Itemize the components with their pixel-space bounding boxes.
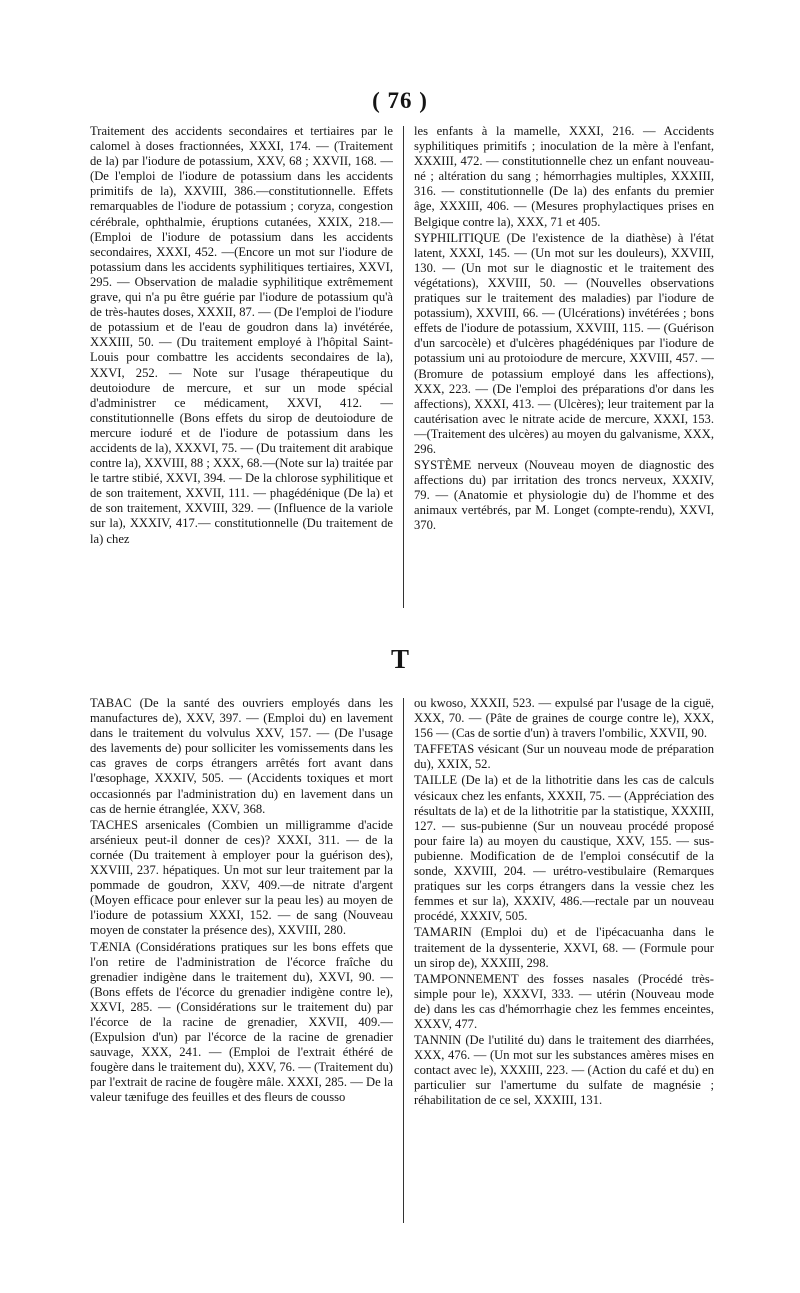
index-entry: TANNIN (De l'utilité du) dans le traitement des diarrhées, XXX, 476. — (Un mot sur les substances amères mises en contact avec le), XXXIII, 223. — (Action du café et du) en particulier sur l'amertume du sulfate de magnésie ; réhabilitation de ce sel, XXXIII, 131. [414, 1033, 714, 1108]
index-entry: TABAC (De la santé des ouvriers employés dans les manufactures de), XXV, 397. — (Emploi du) en lavement dans le traitement du volvulus XXV, 157. — (De l'usage des lavements de) pour solliciter les vomissements dans les cas graves de corps étrangers arrêtés fort avant dans l'œsophage, XXXIV, 505. — (Accidents toxiques et mort occasionnés par l'administration du) en lavement dans un cas de hernie étranglée, XXV, 368. [90, 696, 393, 816]
index-entry: SYPHILITIQUE (De l'existence de la diathèse) à l'état latent, XXXI, 145. — (Un mot sur les douleurs), XXVIII, 130. — (Un mot sur le diagnostic et le traitement des végétations), XXVIII, 50. — (Nouvelles observations pratiques sur le traitement des maladies) par l'iodure de potassium), XXVIII, 66. — (Ulcérations) invétérées ; bons effets de l'iodure de potassium, XXVIII, 115. — (Guérison d'un sarcocèle) et d'ulcères phagédéniques par l'iodure de potassium uni au protoiodure de mercure, XXVIII, 457. — (Bromure de potassium employé dans les affections), XXX, 223. — (De l'emploi des préparations d'or dans les affections), XXXI, 413. — (Ulcères); leur traitement par la cautérisation avec le nitrate acide de mercure, XXXI, 153.—(Traitement des ulcères) au moyen du galvanisme, XXX, 296. [414, 230, 714, 456]
index-entry: TÆNIA (Considérations pratiques sur les bons effets que l'on retire de l'administration de l'écorce fraîche du grenadier indigène dans le traitement du), XXVI, 90. — (Bons effets de l'écorce du grenadier indigène contre le), XXVI, 285. — (Considérations sur le traitement du) par l'écorce de la racine de grenadier, XXVII, 409.— (Expulsion d'un) par l'écorce de la racine de grenadier sauvage, XXX, 241. — (Emploi de l'extrait éthéré de fougère dans le traitement du), XXV, 76. — (Traitement du) par l'extrait de racine de fougère mâle. XXXI, 285. — De la valeur tænifuge des feuilles et des fleurs de cousso [90, 939, 393, 1105]
index-entry: TACHES arsenicales (Combien un milligramme d'acide arsénieux peut-il donner de ces)? XXXI, 311. — de la cornée (Du traitement à employer pour la guérison des), XXVIII, 237. hépatiques. Un mot sur leur traitement par la pommade de goudron, XXV, 409.—de nitrate d'argent (Moyen efficace pour enlever sur la peau les) au moyen de l'iodure de potassium XXXI, 152. — de sang (Nouveau moyen de constater la présence des), XXVIII, 280. [90, 817, 393, 938]
column-divider-top [403, 126, 404, 608]
index-column-top-left [90, 124, 393, 609]
index-column-top-right [414, 124, 714, 609]
index-entry: TAMPONNEMENT des fosses nasales (Procédé très-simple pour le), XXXVI, 333. — utérin (Nouveau mode de) dans les cas d'hémorrhagie chez les femmes enceintes, XXXV, 477. [414, 971, 714, 1031]
index-entry: ou kwoso, XXXII, 523. — expulsé par l'usage de la ciguë, XXX, 70. — (Pâte de graines de courge contre le), XXX, 156 — (Cas de sortie d'un) à travers l'ombilic, XXVII, 90. [414, 696, 714, 741]
index-column-bottom-right [414, 696, 714, 1226]
index-entry: SYSTÈME nerveux (Nouveau moyen de diagnostic des affections du) par irritation des troncs nerveux, XXXIV, 79. — (Anatomie et physiologie du) de l'homme et des animaux vertébrés, par M. Longet (compte-rendu), XXVI, 370. [414, 458, 714, 533]
section-letter: T [390, 644, 409, 674]
index-entry: TAMARIN (Emploi du) et de l'ipécacuanha dans le traitement de la dyssenterie, XXVI, 68. — (Formule pour un sirop de), XXXIII, 298. [414, 925, 714, 970]
index-entry: TAILLE (De la) et de la lithotritie dans les cas de calculs vésicaux chez les enfants, XXXII, 75. — (Appréciation des résultats de la) et de la lithotritie par la statistique, XXXIII, 127. — sus-pubienne (Sur un nouveau procédé proposé pour faire la) au moyen du caustique, XXV, 155. — sus-pubienne. Modification de de l'emploi consécutif de la sonde, XXVIII, 204. — urétro-vestibulaire (Remarques pratiques sur les corps étrangers dans la vessie chez les femmes et sur la), XXXIV, 486.—rectale par un nouveau procédé, XXXIV, 505. [414, 773, 714, 924]
index-entry: TAFFETAS vésicant (Sur un nouveau mode de préparation du), XXIX, 52. [414, 742, 714, 772]
index-entry: Traitement des accidents secondaires et tertiaires par le calomel à doses fractionnées, XXXI, 174. — (Traitement de la) par l'iodure de potassium, XXV, 68 ; XXVII, 168. — (De l'emploi de l'iodure de potassium dans les accidents primitifs de la), XXVIII, 386.—constitutionnelle. Effets remarquables de l'iodure de potassium ; coryza, congestion cérébrale, ophthalmie, éruptions cutanées, XXIX, 218.— (Emploi de l'iodure de potassium dans les accidents secondaires, XXXI, 452. —(Encore un mot sur l'iodure de potassium dans les accidents syphilitiques tertiaires, XXVI, 295. — Observation de maladie syphilitique extrêmement grave, qui n'a pu être guérie par l'iodure de potassium qu'à de très-hautes doses, XXXII, 87. — (De l'emploi de l'iodure de potassium et de l'eau de goudron dans la) invétérée, XXXIII, 50. — (Du traitement employé à l'hôpital Saint-Louis pour combattre les accidents secondaires de la), XXVI, 252. — Note sur l'usage thérapeutique du deutoiodure de mercure, et sur un mode spécial d'administrer ce médicament, XXVI, 412. — constitutionnelle (Bons effets du sirop de deutoiodure de mercure ioduré et de l'iodure de potassium dans les accidents de la), XXXVI, 75. — (Du traitement dit arabique contre la), XXVIII, 88 ; XXX, 68.—(Note sur la) traitée par le tartre stibié, XXVI, 394. — De la chlorose syphilitique et de son traitement, XXVII, 111. — phagédénique (De la) et de son traitement, XXVIII, 329. — (Influence de la variole sur la), XXXIV, 417.— constitutionnelle (Du traitement de la) chez [90, 124, 393, 546]
index-entry: les enfants à la mamelle, XXXI, 216. — Accidents syphilitiques primitifs ; inoculation de la mère à l'enfant, XXXIII, 472. — constitutionnelle chez un enfant nouveau-né ; altération du sang ; hémorrhagies multiples, XXXIII, 316. — constitutionnelle (De la) des enfants du premier âge, XXXIII, 406. — (Mesures prophylactiques prises en Belgique contre la), XXX, 71 et 405. [414, 124, 714, 229]
page-number: ( 76 ) [372, 88, 428, 113]
column-divider-bottom [403, 698, 404, 1223]
index-column-bottom-left [90, 696, 393, 1226]
